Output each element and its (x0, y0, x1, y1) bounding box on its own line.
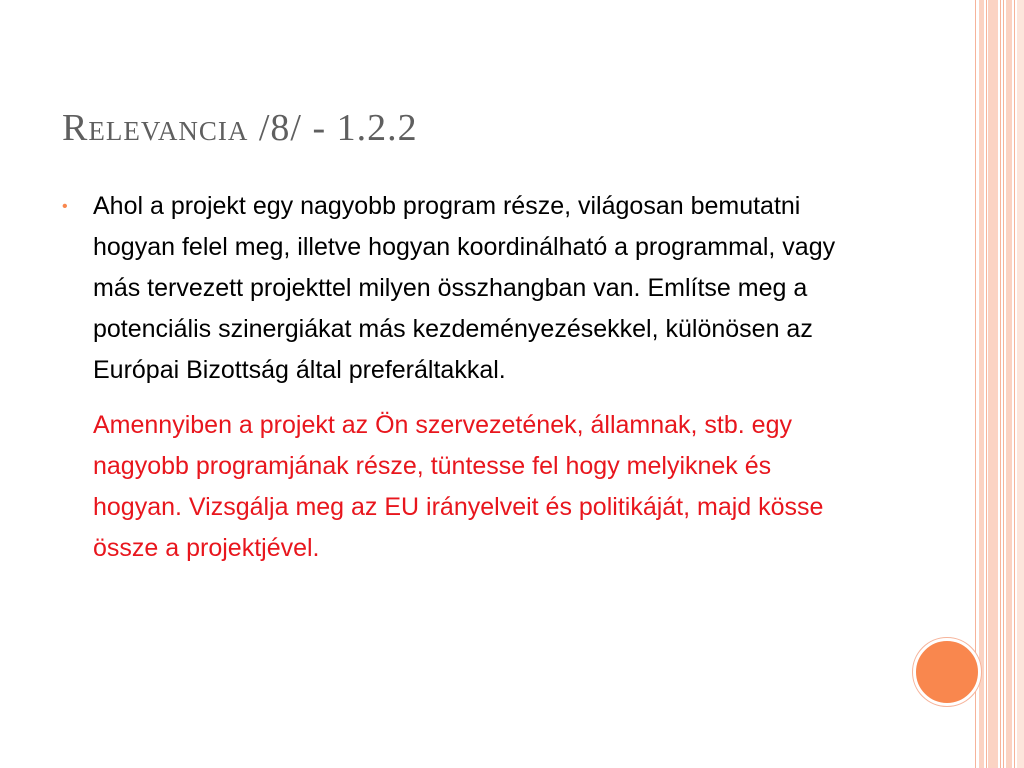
bullet-paragraph: Ahol a projekt egy nagyobb program része, világosan bemutatni hogyan felel meg, illetve hogyan koordinálható a programmal, vagy más tervezett projekttel milyen összhangban van. Említse meg a potenciális szinergiákat más kezdeményezésekkel, különösen az Európai Bizottság által preferáltakkal. (93, 192, 836, 384)
decorative-stripe (1017, 0, 1024, 768)
decorative-stripe (1014, 0, 1015, 768)
decorative-stripe (986, 0, 987, 768)
slide-content (62, 186, 862, 569)
accent-circle (913, 638, 981, 706)
slide-title: Relevancia /8/ - 1.2.2 (62, 107, 418, 149)
highlighted-paragraph: Amennyiben a projekt az Ön szervezetének, államnak, stb. egy nagyobb programjának része, tüntesse fel hogy melyiknek és hogyan. Vizsgálja meg az EU irányelveit és politikáját, majd kösse össze a projektjével. (93, 411, 824, 562)
bullet-item (62, 186, 862, 391)
bullet-icon: • (62, 198, 68, 215)
decorative-stripe (1000, 0, 1001, 768)
decorative-stripe (1003, 0, 1004, 768)
decorative-stripe (988, 0, 998, 768)
decorative-stripe (979, 0, 984, 768)
decorative-stripe (1006, 0, 1012, 768)
